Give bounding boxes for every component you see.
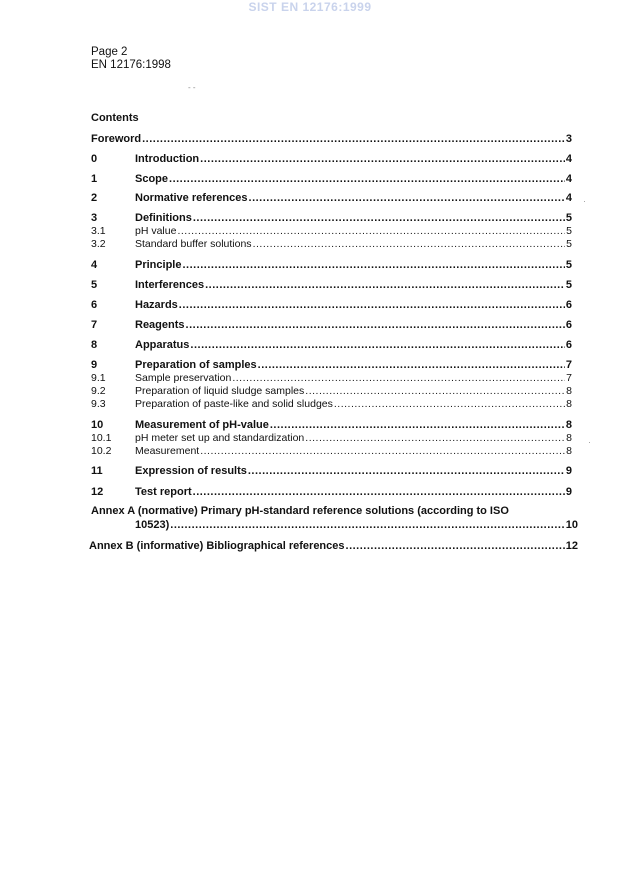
toc-page: 8 [566, 385, 572, 397]
toc-label: Preparation of liquid sludge samples [135, 385, 305, 397]
toc-label: Normative references [135, 192, 248, 204]
toc-page: 5 [566, 225, 572, 237]
toc-label: Expression of results [135, 465, 247, 477]
toc-leader-dots [200, 445, 565, 458]
toc-page: 5 [565, 212, 572, 224]
toc-leader-dots [190, 339, 564, 352]
toc-number: 3.1 [91, 225, 106, 237]
toc-label: Sample preservation [135, 372, 232, 384]
toc-page: 4 [565, 173, 572, 185]
toc-label: Introduction [135, 153, 200, 165]
toc-entry-measurement[interactable] [91, 445, 572, 458]
toc-entry-foreword[interactable] [91, 133, 572, 146]
toc-number: 7 [91, 319, 98, 331]
toc-number: 10.1 [91, 432, 112, 444]
toc-entry-standard-buffer-solutions[interactable] [91, 238, 572, 251]
toc-entry-principle[interactable] [91, 259, 572, 272]
toc-entry-interferences[interactable] [91, 279, 572, 292]
toc-page: 4 [565, 153, 572, 165]
toc-page: 7 [566, 372, 572, 384]
toc-label: pH value [135, 225, 177, 237]
toc-label: 10523) [135, 519, 170, 531]
toc-entry-apparatus[interactable] [91, 339, 572, 352]
toc-page: 9 [565, 465, 572, 477]
toc-page: 6 [565, 299, 572, 311]
toc-leader-dots [182, 259, 564, 272]
toc-number: 3.2 [91, 238, 106, 250]
toc-label: Definitions [135, 212, 192, 224]
toc-entry-hazards[interactable] [91, 299, 572, 312]
toc-leader-dots [193, 212, 565, 225]
scan-speck: · [588, 437, 591, 447]
toc-label: Reagents [135, 319, 185, 331]
toc-leader-dots [334, 398, 565, 411]
toc-entry-normative-references[interactable] [91, 192, 572, 205]
toc-page: 9 [565, 486, 572, 498]
toc-page: 8 [565, 419, 572, 431]
toc-label: Apparatus [135, 339, 190, 351]
toc-label: Measurement of pH-value [135, 419, 269, 431]
toc-entry-annex-a[interactable] [135, 519, 578, 532]
toc-number: 9 [91, 359, 98, 371]
page-number: Page 2 [91, 46, 128, 58]
toc-leader-dots [270, 419, 565, 432]
toc-leader-dots [177, 225, 565, 238]
toc-label: Scope [135, 173, 169, 185]
toc-number: 4 [91, 259, 98, 271]
toc-label: Interferences [135, 279, 205, 291]
toc-entry-scope[interactable] [91, 173, 572, 186]
toc-leader-dots [258, 359, 565, 372]
toc-label: Annex B (informative) Bibliographical references [89, 540, 345, 552]
toc-page: 10 [565, 519, 578, 531]
toc-label: Measurement [135, 445, 200, 457]
toc-leader-dots [248, 465, 565, 478]
toc-label: Preparation of paste-like and solid sludges [135, 398, 333, 410]
toc-page: 5 [566, 238, 572, 250]
toc-entry-definitions[interactable] [91, 212, 572, 225]
toc-leader-dots [346, 540, 565, 553]
toc-number: 6 [91, 299, 98, 311]
toc-page: 5 [565, 279, 572, 291]
toc-leader-dots [205, 279, 565, 292]
toc-entry-ph-meter-setup[interactable] [91, 432, 572, 445]
toc-label: Principle [135, 259, 182, 271]
toc-entry-ph-value[interactable] [91, 225, 572, 238]
toc-leader-dots [253, 238, 566, 251]
toc-page: 3 [565, 133, 572, 145]
toc-label: Hazards [135, 299, 178, 311]
stray-mark: - - [188, 83, 196, 92]
toc-page: 7 [565, 359, 572, 371]
toc-number: 9.3 [91, 398, 106, 410]
toc-label: Foreword [91, 133, 142, 145]
toc-label: Preparation of samples [135, 359, 257, 371]
toc-entry-measurement-of-ph-value[interactable] [91, 419, 572, 432]
toc-entry-annex-a-title[interactable]: Annex A (normative) Primary pH-standard reference solutions (according to ISO [91, 505, 509, 517]
toc-leader-dots [186, 319, 565, 332]
toc-page: 4 [565, 192, 572, 204]
toc-page: 8 [566, 398, 572, 410]
contents-title: Contents [91, 112, 139, 124]
toc-number: 9.2 [91, 385, 106, 397]
toc-number: 0 [91, 153, 98, 165]
toc-number: 10.2 [91, 445, 112, 457]
toc-entry-paste-like-solid-sludges[interactable] [91, 398, 572, 411]
toc-number: 10 [91, 419, 104, 431]
toc-label: pH meter set up and standardization [135, 432, 305, 444]
toc-leader-dots [169, 173, 565, 186]
toc-page: 5 [565, 259, 572, 271]
toc-entry-reagents[interactable] [91, 319, 572, 332]
watermark: SIST EN 12176:1999 [248, 0, 372, 14]
toc-page: 12 [565, 540, 578, 552]
toc-entry-annex-b[interactable] [89, 540, 578, 553]
toc-label: Test report [135, 486, 192, 498]
toc-entry-sample-preservation[interactable] [91, 372, 572, 385]
toc-number: 12 [91, 486, 104, 498]
toc-leader-dots [200, 153, 565, 166]
toc-leader-dots [305, 432, 565, 445]
toc-entry-expression-of-results[interactable] [91, 465, 572, 478]
toc-number: 9.1 [91, 372, 106, 384]
toc-number: 11 [91, 465, 103, 477]
toc-number: 8 [91, 339, 98, 351]
toc-leader-dots [249, 192, 565, 205]
toc-label: Standard buffer solutions [135, 238, 252, 250]
toc-entry-introduction[interactable] [91, 153, 572, 166]
toc-number: 2 [91, 192, 98, 204]
toc-number: 3 [91, 212, 98, 224]
document-id: EN 12176:1998 [91, 59, 171, 71]
toc-number: 5 [91, 279, 98, 291]
page-header [91, 46, 171, 72]
toc-number: 1 [91, 173, 98, 185]
toc-leader-dots [232, 372, 565, 385]
toc-page: 6 [565, 339, 572, 351]
toc-page: 8 [566, 445, 572, 457]
toc-leader-dots [142, 133, 565, 146]
toc-page: 8 [566, 432, 572, 444]
toc-entry-test-report[interactable] [91, 486, 572, 499]
toc-entry-liquid-sludge-samples[interactable] [91, 385, 572, 398]
toc-leader-dots [170, 519, 564, 532]
toc-entry-preparation-of-samples[interactable] [91, 359, 572, 372]
toc-leader-dots [305, 385, 565, 398]
toc-leader-dots [193, 486, 565, 499]
scan-speck: · [583, 196, 586, 206]
toc-page: 6 [565, 319, 572, 331]
toc-leader-dots [179, 299, 565, 312]
